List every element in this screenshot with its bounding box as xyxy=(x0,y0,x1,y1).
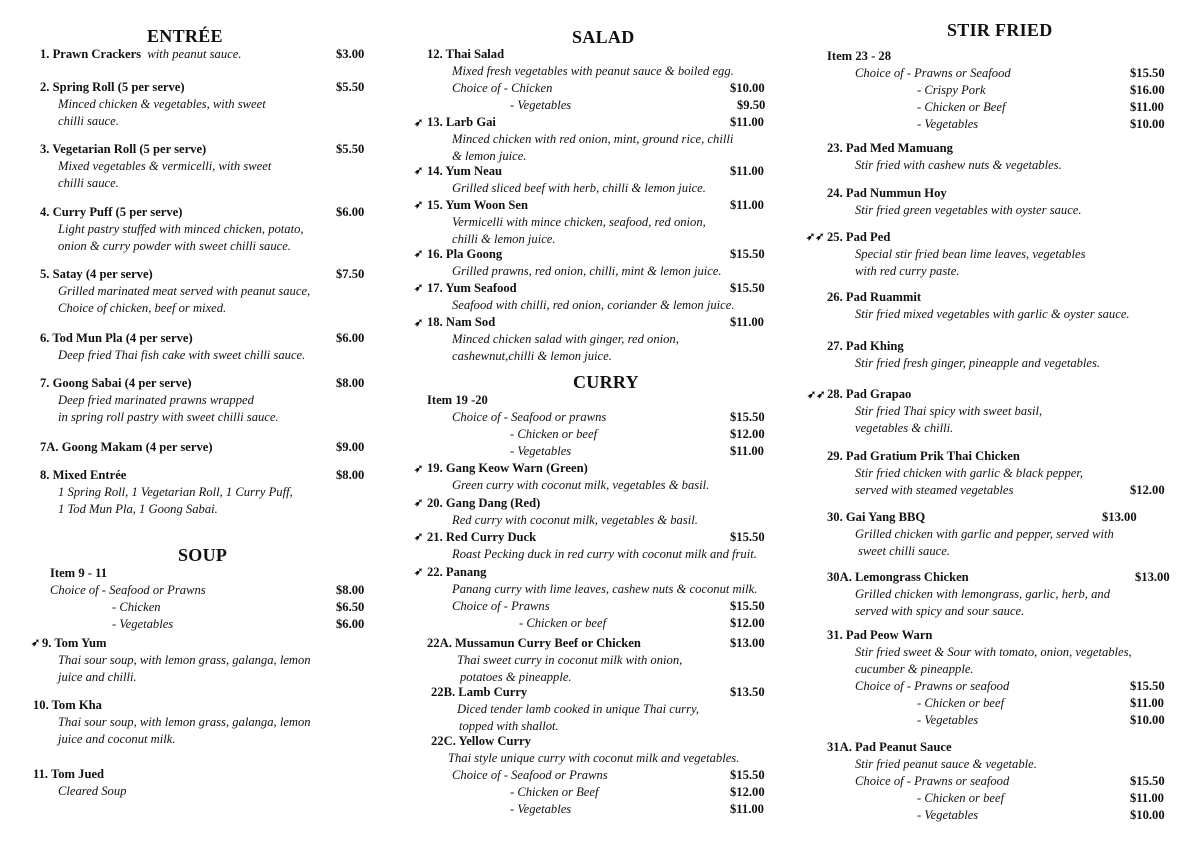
item-title: 19. Gang Keow Warn (Green) xyxy=(427,461,588,475)
item-title: 22B. Lamb Curry xyxy=(431,685,528,699)
item-desc: Thai sour soup, with lemon grass, galanga, lemon xyxy=(58,653,311,667)
choice-label: - Chicken or beef xyxy=(917,696,1005,710)
item-desc: Stir fried fresh ginger, pineapple and vegetables. xyxy=(855,356,1101,370)
choice-price: $10.00 xyxy=(730,81,765,95)
item-price: $11.00 xyxy=(730,198,764,212)
item-title: 22. Panang xyxy=(427,565,487,579)
item-desc: Red curry with coconut milk, vegetables & basil. xyxy=(452,513,698,527)
choice-price: $15.50 xyxy=(730,599,765,613)
item-desc: Stir fried chicken with garlic & black pepper, xyxy=(855,466,1084,480)
item-desc: with red curry paste. xyxy=(855,264,960,278)
choice-label: - Vegetables xyxy=(917,808,979,822)
item-title: 31. Pad Peow Warn xyxy=(827,628,933,642)
choice-label: - Vegetables xyxy=(510,444,572,458)
item-desc: Deep fried marinated prawns wrapped xyxy=(58,393,254,407)
chili-icon: ➶➶ xyxy=(806,231,825,243)
item-price: $13.50 xyxy=(730,685,765,699)
choice-price: $10.00 xyxy=(1130,808,1165,822)
item-title: 4. Curry Puff (5 per serve) xyxy=(40,205,183,219)
item-desc: Grilled chicken with lemongrass, garlic, herb, and xyxy=(855,587,1110,601)
item-title: 26. Pad Ruammit xyxy=(827,290,922,304)
choice-price: $12.00 xyxy=(730,427,765,441)
item-desc: & lemon juice. xyxy=(452,149,527,163)
item-price: $8.00 xyxy=(336,376,365,390)
stir-fried-choices xyxy=(827,48,1177,133)
item-desc: Minced chicken & vegetables, with sweet xyxy=(58,97,266,111)
item-price: $9.00 xyxy=(336,440,365,454)
salad-heading: SALAD xyxy=(572,27,635,47)
item-title: 9. Tom Yum xyxy=(42,636,107,650)
item-desc: Light pastry stuffed with minced chicken, potato, xyxy=(58,222,304,236)
curry-choices xyxy=(427,392,777,460)
soup-heading: SOUP xyxy=(178,545,228,565)
item-desc: Grilled marinated meat served with peanut sauce, xyxy=(58,284,311,298)
chili-icon: ➶ xyxy=(414,531,424,543)
item-title: 18. Nam Sod xyxy=(427,315,496,329)
item-title: 15. Yum Woon Sen xyxy=(427,198,529,212)
menu-item xyxy=(40,79,370,130)
menu-item xyxy=(427,46,777,114)
item-desc: potatoes & pineapple. xyxy=(460,670,572,684)
item-price: $13.00 xyxy=(730,636,765,650)
item-title: 25. Pad Ped xyxy=(827,230,891,244)
menu-item xyxy=(827,338,1177,372)
item-title: 8. Mixed Entrée xyxy=(40,468,127,482)
choice-price: $15.50 xyxy=(1130,66,1165,80)
menu-item xyxy=(427,314,777,365)
item-title: 31A. Pad Peanut Sauce xyxy=(827,740,952,754)
chili-icon: ➶ xyxy=(414,248,424,260)
item-price: $13.00 xyxy=(1102,510,1137,524)
menu-item xyxy=(827,569,1177,620)
chili-icon: ➶ xyxy=(414,317,424,329)
item-note: with peanut sauce. xyxy=(147,47,242,61)
item-desc: Minced chicken salad with ginger, red onion, xyxy=(452,332,679,346)
item-desc: served with spicy and sour sauce. xyxy=(855,604,1025,618)
choice-label: Choice of - Seafood or Prawns xyxy=(452,768,608,782)
item-desc: Grilled sliced beef with herb, chilli & lemon juice. xyxy=(452,181,706,195)
item-desc: topped with shallot. xyxy=(459,719,559,733)
menu-item xyxy=(40,46,370,63)
item-title: 22C. Yellow Curry xyxy=(431,734,531,748)
item-group: Item 23 - 28 xyxy=(827,49,892,63)
chili-icon: ➶ xyxy=(414,463,424,475)
chili-icon: ➶ xyxy=(414,566,424,578)
choice-price: $10.00 xyxy=(1130,713,1165,727)
menu-item xyxy=(427,529,787,563)
item-title: 13. Larb Gai xyxy=(427,115,496,129)
choice-label: - Chicken or Beef xyxy=(510,785,599,799)
choice-price: $11.00 xyxy=(1130,791,1164,805)
menu-item xyxy=(427,246,777,280)
menu-item xyxy=(40,204,370,255)
item-title: 20. Gang Dang (Red) xyxy=(427,496,541,510)
item-desc: Green curry with coconut milk, vegetables & basil. xyxy=(452,478,710,492)
item-title: 17. Yum Seafood xyxy=(427,281,517,295)
item-desc: Grilled chicken with garlic and pepper, served with xyxy=(855,527,1114,541)
item-title: 28. Pad Grapao xyxy=(827,387,912,401)
item-desc: Minced chicken with red onion, mint, ground rice, chilli xyxy=(452,132,734,146)
item-price: $15.50 xyxy=(730,530,765,544)
item-title: 6. Tod Mun Pla (4 per serve) xyxy=(40,331,193,345)
choice-label: - Vegetables xyxy=(917,713,979,727)
choice-price: $15.50 xyxy=(730,768,765,782)
choice-label: Choice of - Prawns or seafood xyxy=(855,774,1010,788)
item-desc: Stir fried mixed vegetables with garlic & oyster sauce. xyxy=(855,307,1130,321)
item-desc: Vermicelli with mince chicken, seafood, red onion, xyxy=(452,215,706,229)
choice-price: $12.00 xyxy=(730,616,765,630)
item-desc: Stir fried sweet & Sour with tomato, onion, vegetables, xyxy=(855,645,1132,659)
item-title: 27. Pad Khing xyxy=(827,339,904,353)
item-desc: Mixed fresh vegetables with peanut sauce & boiled egg. xyxy=(452,64,734,78)
item-desc: 1 Spring Roll, 1 Vegetarian Roll, 1 Curry Puff, xyxy=(58,485,293,499)
choice-price: $6.50 xyxy=(336,600,365,614)
choice-label: - Vegetables xyxy=(917,117,979,131)
choice-label: Choice of - Prawns or seafood xyxy=(855,679,1010,693)
item-price: $7.50 xyxy=(336,267,365,281)
menu-item xyxy=(827,289,1187,323)
item-title: 12. Thai Salad xyxy=(427,47,505,61)
item-desc: Stir fried Thai spicy with sweet basil, xyxy=(855,404,1043,418)
item-title: 10. Tom Kha xyxy=(33,698,102,712)
menu-item xyxy=(427,197,777,248)
chili-icon: ➶ xyxy=(414,199,424,211)
item-desc: cashewnut,chilli & lemon juice. xyxy=(452,349,612,363)
choice-price: $11.00 xyxy=(730,444,764,458)
item-title: 30A. Lemongrass Chicken xyxy=(827,570,969,584)
item-price: $6.00 xyxy=(336,205,365,219)
chili-icon: ➶➶ xyxy=(807,389,826,401)
choice-price: $10.00 xyxy=(1130,117,1165,131)
menu-item xyxy=(427,495,777,529)
menu-item xyxy=(40,467,370,518)
stir-fried-heading: STIR FRIED xyxy=(947,20,1053,40)
item-group: Item 9 - 11 xyxy=(50,566,108,580)
item-title: 3. Vegetarian Roll (5 per serve) xyxy=(40,142,207,156)
item-title: 5. Satay (4 per serve) xyxy=(40,267,153,281)
curry-heading: CURRY xyxy=(573,372,639,392)
item-desc: chilli sauce. xyxy=(58,114,119,128)
menu-item xyxy=(427,163,777,197)
item-desc: chilli & lemon juice. xyxy=(452,232,556,246)
item-title: 7A. Goong Makam (4 per serve) xyxy=(40,440,213,454)
choice-price: $8.00 xyxy=(336,583,365,597)
item-desc: Thai style unique curry with coconut milk and vegetables. xyxy=(448,751,740,765)
menu-item xyxy=(827,739,1177,824)
choice-price: $15.50 xyxy=(1130,774,1165,788)
item-desc: Special stir fried bean lime leaves, vegetables xyxy=(855,247,1086,261)
item-title: 24. Pad Nummun Hoy xyxy=(827,186,947,200)
chili-icon: ➶ xyxy=(31,637,41,649)
menu-item xyxy=(427,280,777,314)
item-desc: Cleared Soup xyxy=(58,784,127,798)
item-desc: Mixed vegetables & vermicelli, with sweet xyxy=(58,159,272,173)
choice-price: $11.00 xyxy=(730,802,764,816)
choice-price: $6.00 xyxy=(336,617,365,631)
choice-price: $16.00 xyxy=(1130,83,1165,97)
item-desc: Diced tender lamb cooked in unique Thai curry, xyxy=(457,702,700,716)
item-title: 14. Yum Neau xyxy=(427,164,502,178)
chili-icon: ➶ xyxy=(414,282,424,294)
item-desc: Grilled prawns, red onion, chilli, mint & lemon juice. xyxy=(452,264,722,278)
choice-label: - Chicken xyxy=(112,600,161,614)
choice-price: $9.50 xyxy=(737,98,766,112)
item-desc: 1 Tod Mun Pla, 1 Goong Sabai. xyxy=(58,502,218,516)
choice-label: Choice of - Seafood or Prawns xyxy=(50,583,206,597)
choice-price: $15.50 xyxy=(1130,679,1165,693)
menu-item xyxy=(827,386,1177,437)
item-title: 11. Tom Jued xyxy=(33,767,105,781)
choice-label: - Vegetables xyxy=(510,802,572,816)
menu-item xyxy=(427,635,777,686)
chili-icon: ➶ xyxy=(414,117,424,129)
item-title: 2. Spring Roll (5 per serve) xyxy=(40,80,185,94)
item-price: $13.00 xyxy=(1135,570,1170,584)
choice-label: Choice of - Seafood or prawns xyxy=(452,410,607,424)
item-desc: Seafood with chilli, red onion, coriander & lemon juice. xyxy=(452,298,735,312)
item-desc: Deep fried Thai fish cake with sweet chilli sauce. xyxy=(58,348,306,362)
item-desc: Panang curry with lime leaves, cashew nuts & coconut milk. xyxy=(452,582,758,596)
item-title: 22A. Mussamun Curry Beef or Chicken xyxy=(427,636,641,650)
item-group: Item 19 -20 xyxy=(427,393,488,407)
choice-label: Choice of - Prawns xyxy=(452,599,550,613)
item-desc: Stir fried with cashew nuts & vegetables. xyxy=(855,158,1062,172)
item-title: 29. Pad Gratium Prik Thai Chicken xyxy=(827,449,1020,463)
choice-label: - Chicken or beef xyxy=(510,427,598,441)
item-price: $5.50 xyxy=(336,142,365,156)
menu-item xyxy=(40,141,370,192)
menu-item xyxy=(431,684,781,735)
item-desc: in spring roll pastry with sweet chilli sauce. xyxy=(58,410,279,424)
menu-item xyxy=(40,330,370,364)
soup-choices xyxy=(50,565,370,633)
item-price: $3.00 xyxy=(336,47,365,61)
item-desc: Choice of chicken, beef or mixed. xyxy=(58,301,227,315)
choice-label: - Chicken or beef xyxy=(917,791,1005,805)
menu-item xyxy=(827,448,1177,499)
choice-label: - Vegetables xyxy=(510,98,572,112)
item-desc: chilli sauce. xyxy=(58,176,119,190)
item-desc: Stir fried peanut sauce & vegetable. xyxy=(855,757,1037,771)
item-price: $11.00 xyxy=(730,164,764,178)
menu-item xyxy=(40,375,370,426)
item-desc: vegetables & chilli. xyxy=(855,421,954,435)
item-desc: sweet chilli sauce. xyxy=(858,544,950,558)
item-title: 30. Gai Yang BBQ xyxy=(827,510,926,524)
item-desc: Roast Pecking duck in red curry with coconut milk and fruit. xyxy=(452,547,757,561)
choice-price: $11.00 xyxy=(1130,696,1164,710)
choice-price: $15.50 xyxy=(730,410,765,424)
item-desc: Thai sweet curry in coconut milk with onion, xyxy=(457,653,683,667)
choice-label: - Chicken or Beef xyxy=(917,100,1006,114)
menu-item xyxy=(827,185,1177,219)
choice-price: $11.00 xyxy=(1130,100,1164,114)
item-price: $8.00 xyxy=(336,468,365,482)
item-title: 7. Goong Sabai (4 per serve) xyxy=(40,376,192,390)
item-price: $11.00 xyxy=(730,315,764,329)
entree-heading: ENTRÉE xyxy=(147,26,223,46)
item-price: $15.50 xyxy=(730,247,765,261)
menu-item xyxy=(827,229,1177,280)
item-desc: served with steamed vegetables xyxy=(855,483,1014,497)
item-desc: Stir fried green vegetables with oyster sauce. xyxy=(855,203,1082,217)
item-title: 23. Pad Med Mamuang xyxy=(827,141,953,155)
menu-item xyxy=(33,766,353,800)
item-price: $15.50 xyxy=(730,281,765,295)
item-desc: juice and coconut milk. xyxy=(58,732,176,746)
item-desc: Thai sour soup, with lemon grass, galanga, lemon xyxy=(58,715,311,729)
item-price: $12.00 xyxy=(1130,483,1165,497)
menu-item xyxy=(427,114,777,165)
menu-item xyxy=(42,635,362,686)
choice-price: $12.00 xyxy=(730,785,765,799)
chili-icon: ➶ xyxy=(414,165,424,177)
item-desc: juice and chilli. xyxy=(58,670,137,684)
item-desc: cucumber & pineapple. xyxy=(855,662,974,676)
menu-item xyxy=(427,460,777,494)
item-price: $11.00 xyxy=(730,115,764,129)
item-title: 1. Prawn Crackers xyxy=(40,47,142,61)
menu-item xyxy=(827,627,1187,729)
menu-item xyxy=(827,140,1177,174)
menu-item xyxy=(431,733,791,818)
menu-item xyxy=(827,509,1177,560)
item-price: $5.50 xyxy=(336,80,365,94)
item-title: 16. Pla Goong xyxy=(427,247,503,261)
choice-label: - Crispy Pork xyxy=(917,83,986,97)
chili-icon: ➶ xyxy=(414,497,424,509)
menu-item xyxy=(40,439,370,456)
menu-item xyxy=(40,266,370,317)
choice-label: Choice of - Prawns or Seafood xyxy=(855,66,1011,80)
item-desc: onion & curry powder with sweet chilli sauce. xyxy=(58,239,291,253)
item-title: 21. Red Curry Duck xyxy=(427,530,537,544)
choice-label: - Vegetables xyxy=(112,617,174,631)
item-price: $6.00 xyxy=(336,331,365,345)
choice-label: Choice of - Chicken xyxy=(452,81,553,95)
menu-item xyxy=(427,564,787,632)
menu-item xyxy=(33,697,353,748)
choice-label: - Chicken or beef xyxy=(519,616,607,630)
